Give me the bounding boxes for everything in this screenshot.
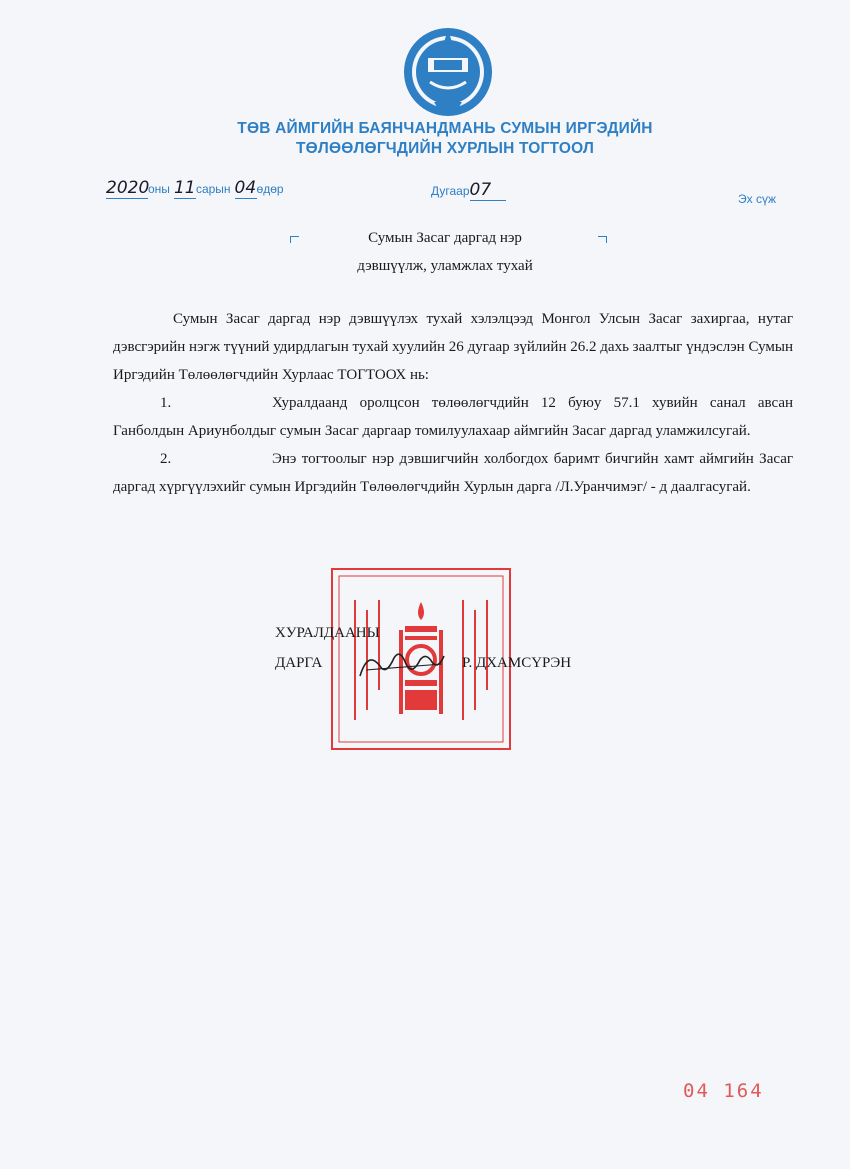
date-field — [106, 178, 284, 199]
subject-line1: Сумын Засаг даргад нэр — [368, 230, 522, 246]
handwritten-signature — [356, 642, 448, 684]
document-number: 07 — [470, 180, 506, 201]
resolution-body — [113, 305, 793, 501]
month-suffix: сарын — [195, 182, 231, 196]
resolution-item-1: 1. Хуралдаанд оролцсон төлөөлөгчдийн 12 буюу 57.1 хувийн санал авсан Ганболдын Ариунболдыг сумын Засаг даргаар томилуулахаар аймгийн Засаг даргад уламжилсугай. — [113, 395, 793, 439]
state-emblem-icon — [400, 22, 496, 118]
document-serial-number: 04 164 — [683, 1080, 764, 1102]
document-header-line1: ТӨВ АЙМГИЙН БАЯНЧАНДМАНЬ СУМЫН ИРГЭДИЙН — [237, 120, 653, 137]
number-field — [431, 180, 506, 201]
number-label: Дугаар — [431, 184, 470, 198]
day-suffix: өдөр — [256, 182, 284, 196]
year-suffix: оны — [148, 182, 170, 196]
signature-title-line2: ДАРГА — [275, 655, 323, 671]
date-day: 04 — [234, 178, 257, 198]
place-label: Эх сүж — [738, 192, 776, 206]
date-month: 11 — [173, 178, 196, 198]
intro-paragraph: Сумын Засаг даргад нэр дэвшүүлэх тухай хэлэлцээд Монгол Улсын Засаг захиргаа, нутаг дэвсгэрийн нэгж түүний удирдлагын тухай хуулийн 26 дугаар зүйлийн 26.2 дахь заалтыг үндэслэн Сумын Иргэдийн Төлөөлөгчдийн Хурлаас ТОГТООХ нь: — [113, 311, 793, 383]
signature-title-line1: ХУРАЛДААНЫ — [275, 625, 380, 641]
subject-line2: дэвшүүлж, уламжлах тухай — [357, 258, 533, 274]
date-year: 2020 — [106, 178, 150, 198]
signatory-name: Р. ДХАМСҮРЭН — [462, 655, 572, 671]
document-header-line2: ТӨЛӨӨЛӨГЧДИЙН ХУРЛЫН ТОГТООЛ — [295, 140, 595, 157]
resolution-item-2: 2. Энэ тогтоолыг нэр дэвшигчийн холбогдох баримт бичгийн хамт аймгийн Засаг даргад хүргүүлэхийг сумын Иргэдийн Төлөөлөгчдийн Хурлын дарга /Л.Уранчимэг/ - д даалгасугай. — [113, 451, 793, 495]
